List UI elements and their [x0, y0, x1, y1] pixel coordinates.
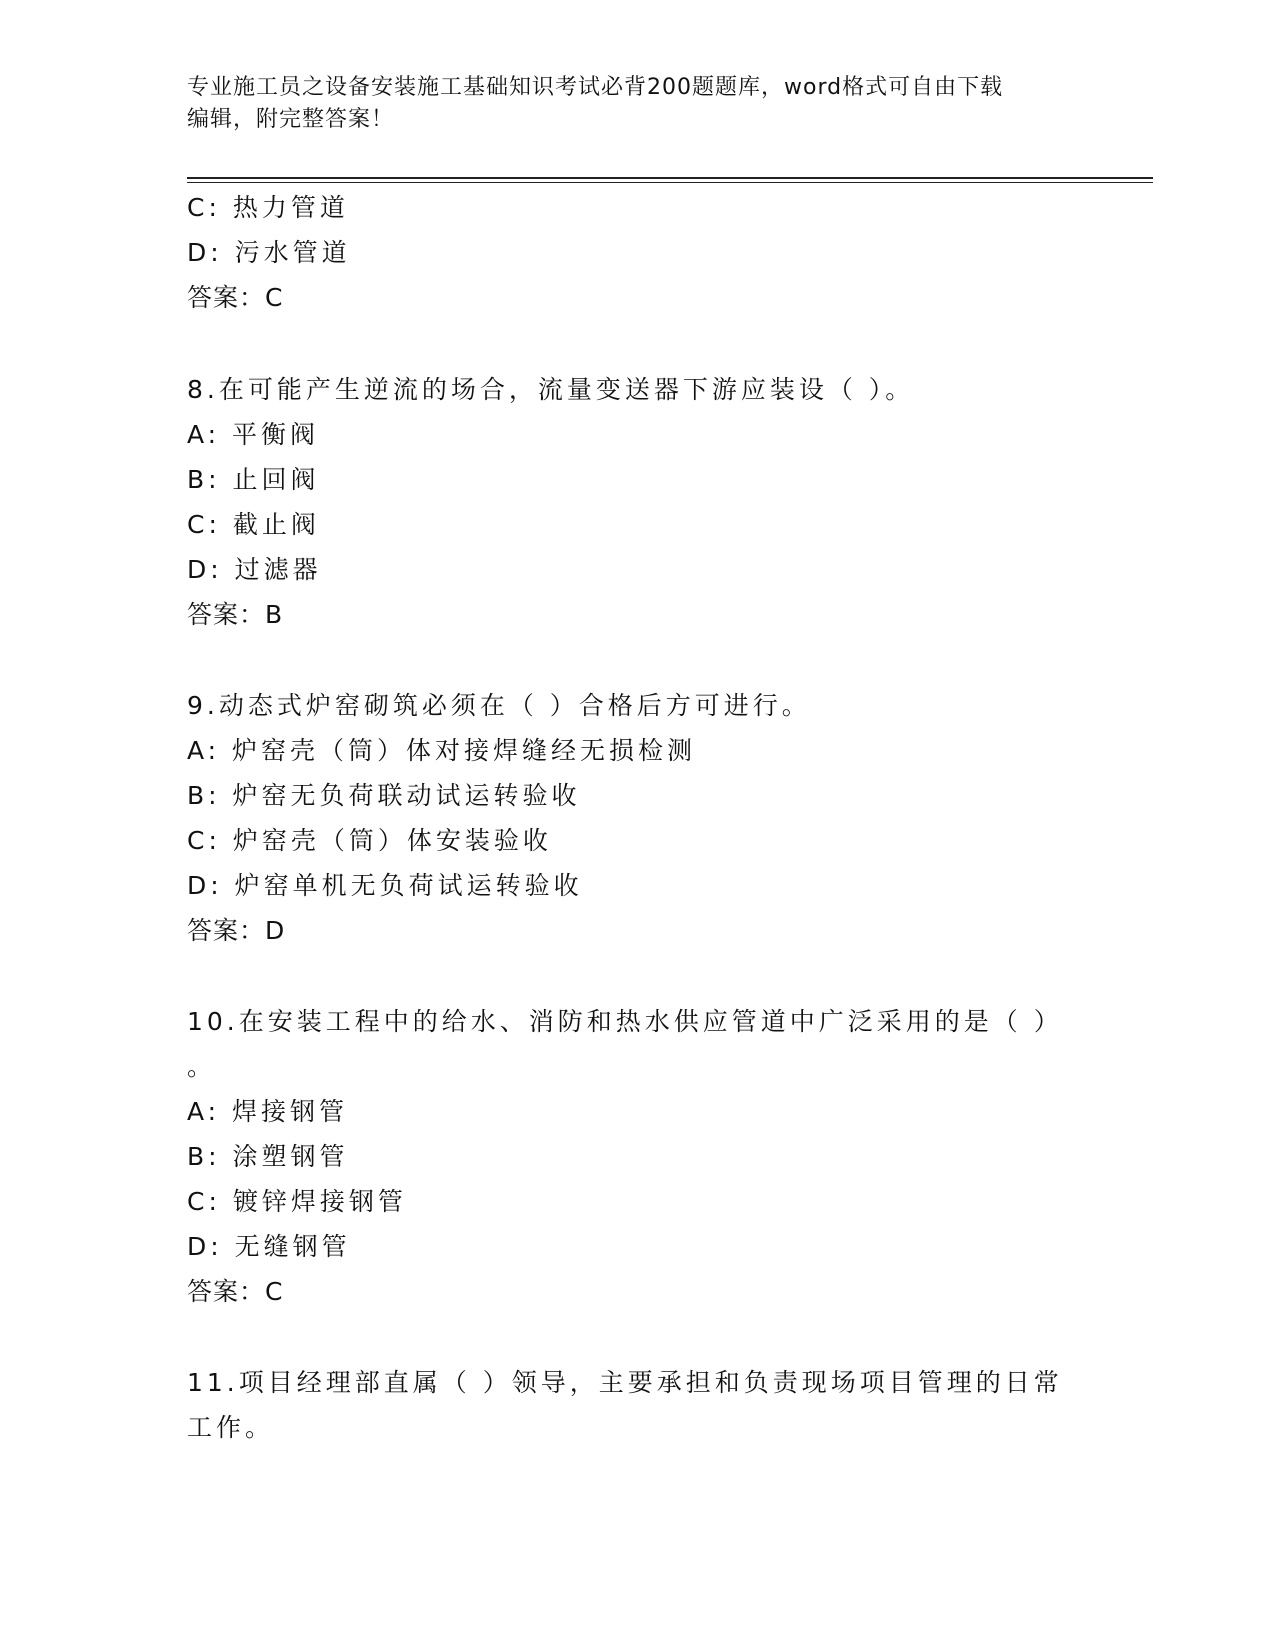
q7-option-c: C: 热力管道: [187, 193, 349, 222]
q11-question-line-1: 11.项目经理部直属（ ）领导，主要承担和负责现场项目管理的日常: [187, 1368, 1063, 1397]
q11-question-line-2: 工作。: [187, 1413, 275, 1442]
q7-answer: 答案：C: [187, 283, 284, 312]
q9-option-c: C: 炉窑壳（筒）体安装验收: [187, 826, 552, 855]
header-title-line-1: 专业施工员之设备安装施工基础知识考试必背200题题库，word格式可自由下载: [187, 75, 1004, 100]
q10-option-d: D: 无缝钢管: [187, 1232, 351, 1261]
page-header: [187, 72, 1067, 136]
q10-question-line-1: 10.在安装工程中的给水、消防和热水供应管道中广泛采用的是（ ）: [187, 1007, 1063, 1036]
q8-option-a: A: 平衡阀: [187, 420, 320, 449]
q8-question: 8.在可能产生逆流的场合，流量变送器下游应装设（ ）。: [187, 375, 915, 404]
q9-option-b: B: 炉窑无负荷联动试运转验收: [187, 781, 581, 810]
q9-answer: 答案：D: [187, 916, 286, 945]
q8-option-d: D: 过滤器: [187, 555, 322, 584]
q10-option-c: C: 镀锌焊接钢管: [187, 1187, 407, 1216]
q8-answer: 答案：B: [187, 600, 284, 629]
q9-option-a: A: 炉窑壳（筒）体对接焊缝经无损检测: [187, 736, 697, 765]
q10-answer: 答案：C: [187, 1277, 284, 1306]
q10-option-b: B: 涂塑钢管: [187, 1142, 349, 1171]
header-title-line-2: 编辑，附完整答案！: [187, 107, 395, 132]
q10-question-line-2: 。: [187, 1052, 217, 1081]
q10-option-a: A: 焊接钢管: [187, 1097, 349, 1126]
header-divider: [187, 177, 1153, 179]
header-divider-thin: [187, 182, 1153, 183]
q9-option-d: D: 炉窑单机无负荷试运转验收: [187, 871, 583, 900]
q9-question: 9.动态式炉窑砌筑必须在（ ）合格后方可进行。: [187, 691, 811, 720]
q8-option-c: C: 截止阀: [187, 510, 320, 539]
q7-option-d: D: 污水管道: [187, 238, 351, 267]
q8-option-b: B: 止回阀: [187, 465, 320, 494]
